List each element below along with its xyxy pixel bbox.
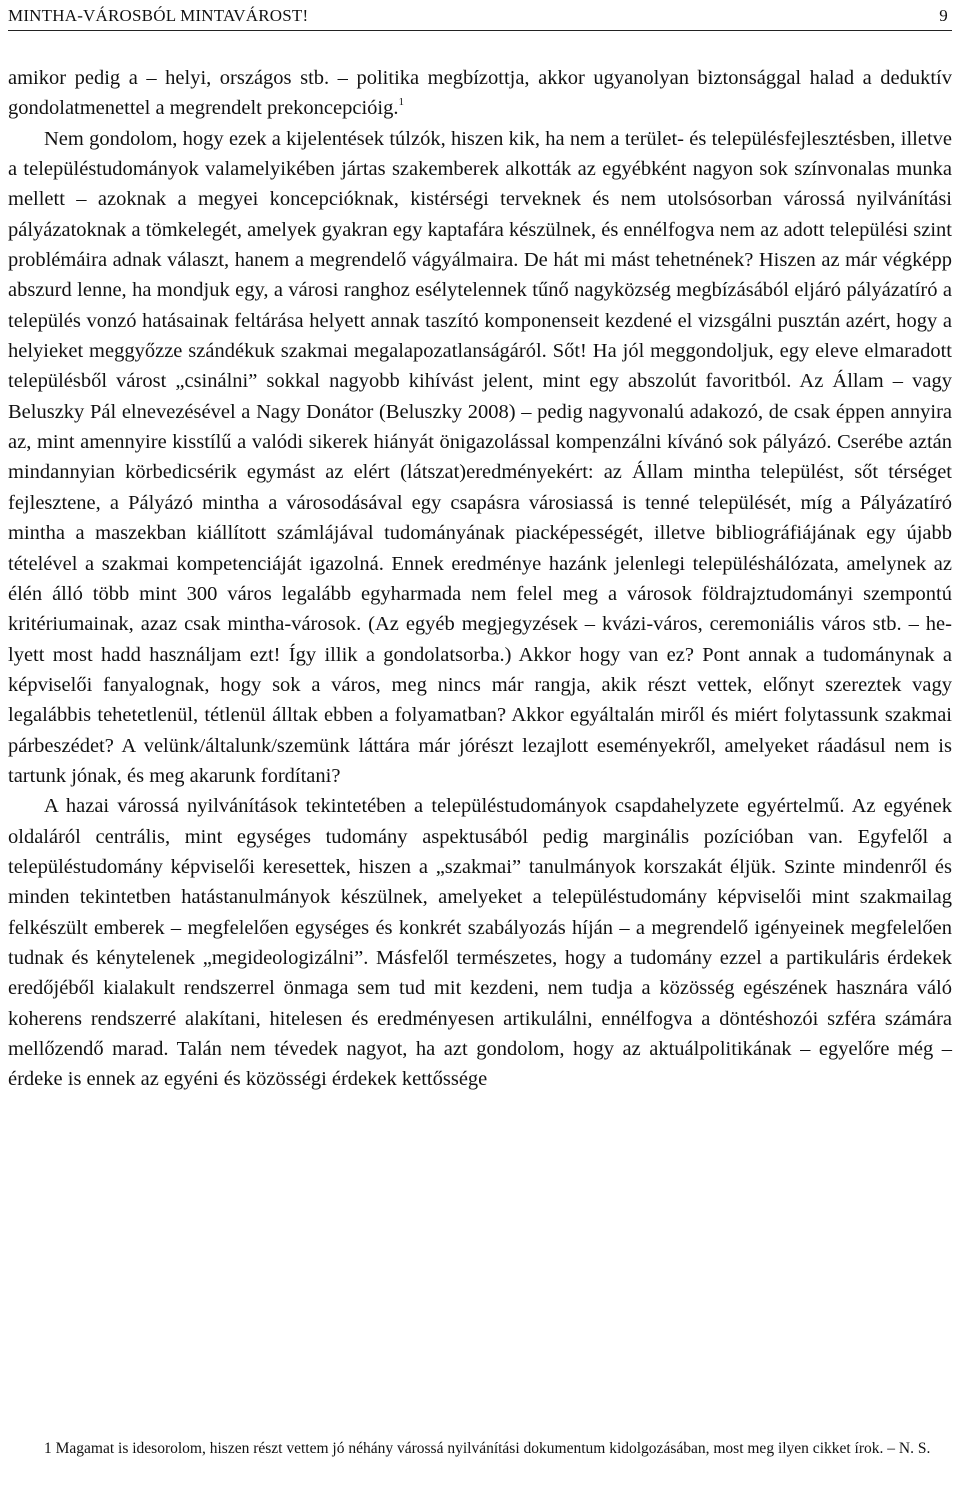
footnote [8,1437,952,1461]
paragraph-text: amikor pedig a – helyi, országos stb. – politika megbízottja, akkor ugyanolyan biztonsággal halad a deduktív gondolatmenettel a megrendelt prekoncepcióig. [8,67,952,120]
running-title: MINTHA-VÁROSBÓL MINTAVÁROST! [8,6,309,25]
running-header [8,0,952,31]
body-text [8,63,952,1095]
footnote-text: Magamat is idesorolom, hiszen részt vettem jó néhány várossá nyilvánítási dokumentum kidolgozásában, most meg ilyen cikket írok. – N. S. [55,1440,931,1457]
document-page [8,0,952,1485]
paragraph: Nem gondolom, hogy ezek a kijelentések túlzók, hiszen kik, ha nem a terület- és településfejlesztésben, illetve a településtudományok valamelyikében jártas szakemberek alkották az egyébként nagyon sok színvonalas munka mellett – azoknak a megyei koncepcióknak, kistérségi terveknek és nem utolsósorban várossá nyilvánítási pályázatoknak a tömkelegét, amelyek gyakran egy kaptafára készülnek, és ennélfogva nem az adott települési szint problémáira adnak választ, hanem a megrendelő vágyálmaira. De hát mi mást tehetnének? Hiszen az már végképp abszurd lenne, ha mondjuk egy, a városi ranghoz esélytelennek tűnő nagyközség megbízásából eljáró pályázatíró a település vonzó hatásainak feltárása helyett annak taszító komponenseit kezdené el vizsgálni pusztán azért, hogy a helyieket meggyőzze szándékuk szakmai megalapozatlanságáról. Sőt! Ha jól meggondoljuk, egy eleve elmaradott településből várost „csinálni” sokkal nagyobb kihívást jelent, mint egy abszolút favoritból. Az Állam – vagy Beluszky Pál elnevezésével a Nagy Donátor (Beluszky 2008) – pedig nagyvonalú adakozó, de csak éppen annyira az, mint amennyire kisstílű a valódi sikerek hiányát önigazolással kompenzálni kívánó sok pályázó. Cserébe aztán mindannyian körbedicsérik egymást az elért (látszat)eredményekért: az Állam mintha települést, sőt térséget fejlesztene, a Pályázó mintha a városodásával egy csapásra városiassá is tenné települését, míg a Pályázatíró mintha a maszekban kiállított számlájával tudományának piacképességét, illetve bibliográfiájának egy újabb tételével a szakmai kompetenciáját igazolná. Ennek eredménye hazánk jelenlegi településhálózata, amelynek az élén álló több mint 300 város legalább egyharmada nem felel meg a városok földrajztudományi szempontú kritériumainak, azaz csak mintha-városok. (Az egyéb megjegyzések – kvázi-város, ceremoniális város stb. – helyett most hadd használjam ezt! Így illik a gondolatsorba.) Akkor hogy van ez? Pont annak a tudománynak a képviselői fanyalognak, hogy sok a város, meg nincs már rangja, akik részt vettek, előnyt szereztek vagy legalábbis tehetetlenül, tétlenül álltak ebben a folyamatban? Akkor egyáltalán miről és miért folytassunk szakmai párbeszédet? A velünk/általunk/szemünk láttára már jórészt lezajlott eseményekről, amelyeket ráadásul nem is tartunk jónak, és meg akarunk fordítani? [8,127,952,787]
footnote-reference[interactable]: 1 [398,96,404,109]
paragraph: A hazai várossá nyilvánítások tekintetében a településtudományok csapdahelyzete egyértelmű. Az egyének oldaláról centrális, mint egységes tudomány aspektusából pedig marginális pozícióban van. Egyfelől a településtudomány képviselői keresettek, hiszen a „szakmai” tanulmányok korszakát éljük. Szinte mindenről és minden tekintetben hatástanulmányok készülnek, amelyeket a településtudomány képviselői mint szakmailag felkészült emberek – megfelelően egységes és konkrét szabályozás híján – a megrendelő igényeinek megfelelően tudnak és kénytelenek „megideologizálni”. Másfelől természetes, hogy a tudomány ezzel a partikuláris érdekek eredőjéből kialakult rendszerrel önmaga sem tud mit kezdeni, nem tudja a közösség egészének hasznára váló koherens rendszerré alakítani, hitelesen és eredményesen artikulálni, ennélfogva a döntéshozói szféra számára mellőzendő marad. Talán nem tévedek nagyot, ha azt gondolom, hogy az aktuálpolitikának – egyelőre még – érdeke is ennek az egyéni és közösségi érdekek kettőssége [8,795,952,1091]
page-number: 9 [939,6,948,25]
paragraph-continuation [8,63,952,124]
footnote-number: 1 [44,1440,52,1457]
